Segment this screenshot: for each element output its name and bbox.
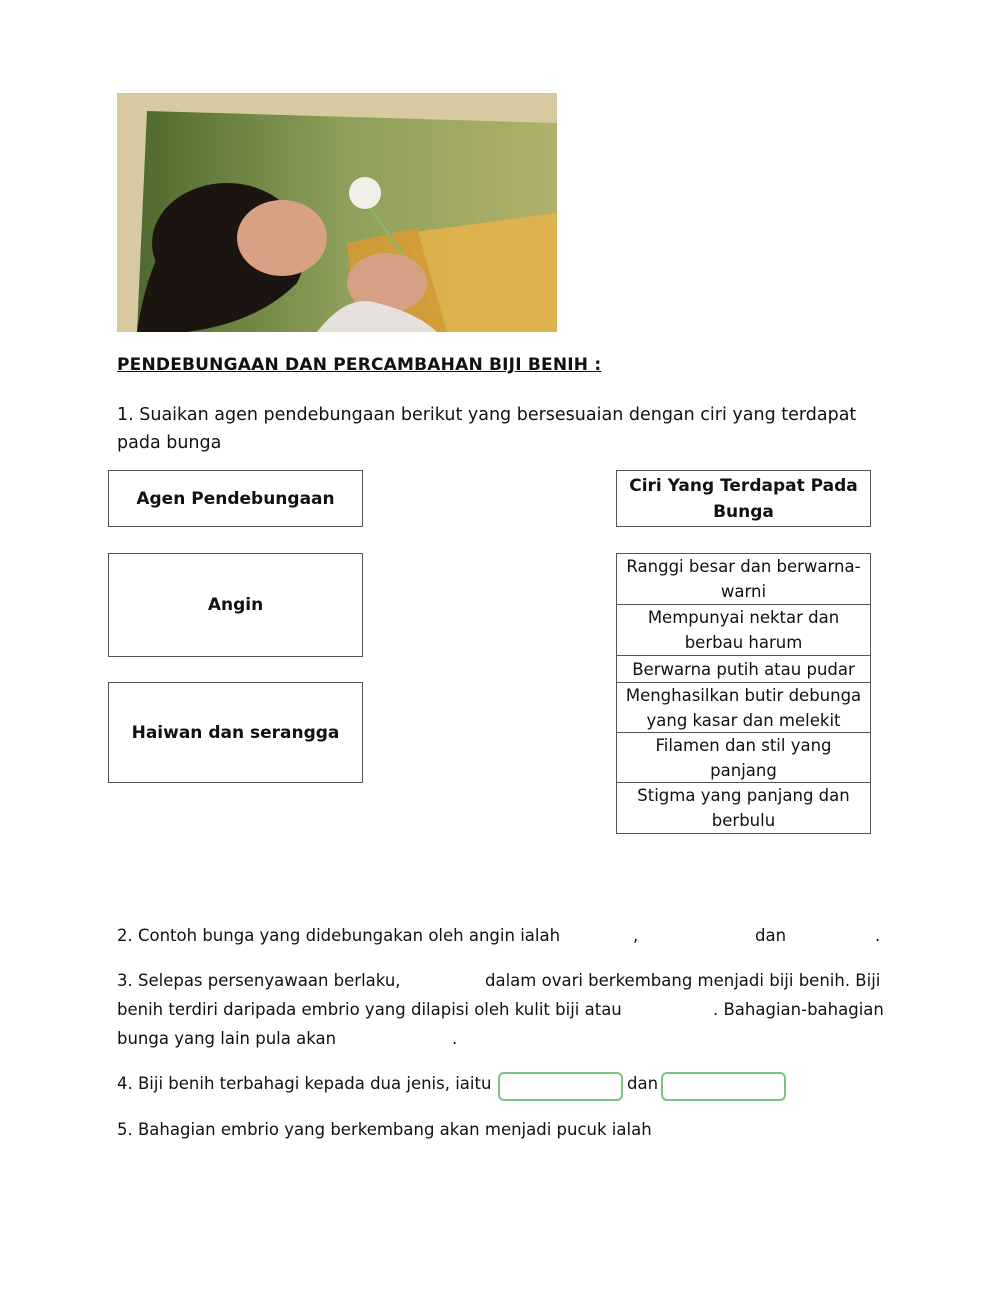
agent-box-haiwan[interactable]: Haiwan dan serangga [108, 682, 363, 783]
header-ciri: Ciri Yang Terdapat Pada Bunga [616, 470, 871, 527]
q2-dot: . [875, 926, 881, 945]
question-3-text-1: 3. Selepas persenyawaan berlaku, [117, 971, 401, 990]
question-1-text: 1. Suaikan agen pendebungaan berikut yang bersesuaian dengan ciri yang terdapat pada bunga [117, 405, 857, 453]
answer-field-2[interactable] [661, 1072, 786, 1101]
question-3-text-5: bunga yang lain pula akan [117, 1029, 337, 1048]
answer-field-1[interactable] [498, 1072, 623, 1101]
ciri-item[interactable]: Menghasilkan butir debunga yang kasar dan melekit [616, 683, 871, 733]
question-3-text-4: . Bahagian-bahagian [713, 1000, 884, 1019]
girl-blowing-dandelion-photo [117, 93, 557, 332]
q3-dot: . [452, 1029, 458, 1048]
ciri-item[interactable]: Mempunyai nektar dan berbau harum [616, 605, 871, 656]
page-title: PENDEBUNGAAN DAN PERCAMBAHAN BIJI BENIH : [117, 355, 602, 375]
ciri-item[interactable]: Berwarna putih atau pudar [616, 656, 871, 683]
question-4-text: 4. Biji benih terbahagi kepada dua jenis, iaitu [117, 1074, 492, 1093]
question-3-text-2: dalam ovari berkembang menjadi biji benih. Biji [485, 971, 881, 990]
ciri-item[interactable]: Stigma yang panjang dan berbulu [616, 783, 871, 834]
q4-dan: dan [627, 1074, 659, 1093]
ciri-item[interactable]: Filamen dan stil yang panjang [616, 733, 871, 783]
ciri-item[interactable]: Ranggi besar dan berwarna-warni [616, 553, 871, 605]
agent-box-angin[interactable]: Angin [108, 553, 363, 657]
question-5-text: 5. Bahagian embrio yang berkembang akan menjadi pucuk ialah [117, 1120, 652, 1139]
header-agen-pendebungaan: Agen Pendebungaan [108, 470, 363, 527]
q2-comma: , [633, 926, 639, 945]
ciri-list [616, 553, 871, 834]
q2-dan: dan [755, 926, 787, 945]
question-2-text: 2. Contoh bunga yang didebungakan oleh angin ialah [117, 926, 561, 945]
question-3-text-3: benih terdiri daripada embrio yang dilapisi oleh kulit biji atau [117, 1000, 622, 1019]
